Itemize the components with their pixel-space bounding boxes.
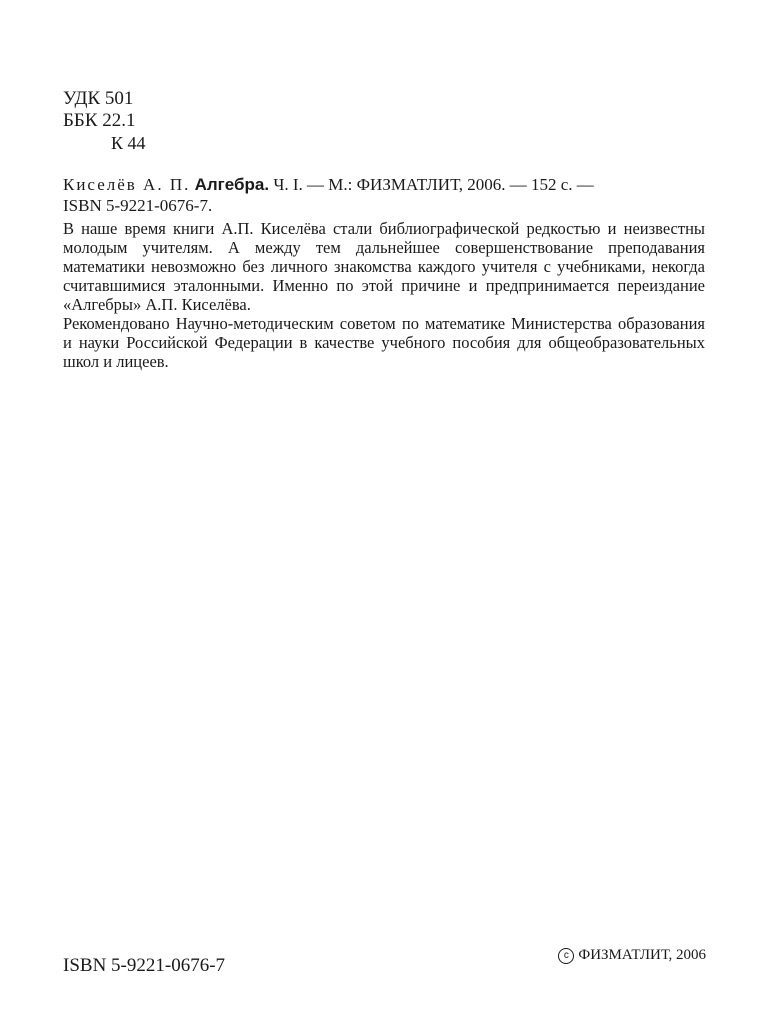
bbk-code: ББК 22.1 [63, 110, 136, 131]
abstract-paragraph-2: Рекомендовано Научно-методическим советом по математике Министерства образования и науки Российской Федерации в качестве учебного пособия для общеобразовательных школ и лицеев. [63, 314, 705, 371]
footer-isbn: ISBN 5-9221-0676-7 [63, 955, 226, 976]
abstract-paragraph-1: В наше время книги А.П. Киселёва стали библиографической редкостью и неизвестны молодым учителям. А между тем дальнейшее совершенствование преподавания математики невозможно без личного знакомства каждого учителя с учебниками, некогда считавшимися эталонными. Именно по этой причине и предпринимается переиздание «Алгебры» А.П. Киселёва. [63, 219, 705, 314]
record-title: Алгебра. [194, 175, 270, 194]
copyright-notice [558, 947, 706, 964]
abstract [63, 219, 705, 371]
bibliographic-record [63, 174, 705, 216]
record-isbn: ISBN 5-9221-0676-7. [63, 196, 213, 215]
udc-code: УДК 501 [63, 88, 134, 109]
copyright-text: ФИЗМАТЛИТ, 2006 [578, 947, 706, 963]
record-author: Киселёв А. П. [63, 175, 191, 194]
classification-block [63, 88, 146, 154]
author-mark: К 44 [111, 133, 146, 153]
copyright-icon: c [558, 948, 574, 964]
record-details: Ч. I. — М.: ФИЗМАТЛИТ, 2006. — 152 с. — [269, 175, 594, 194]
